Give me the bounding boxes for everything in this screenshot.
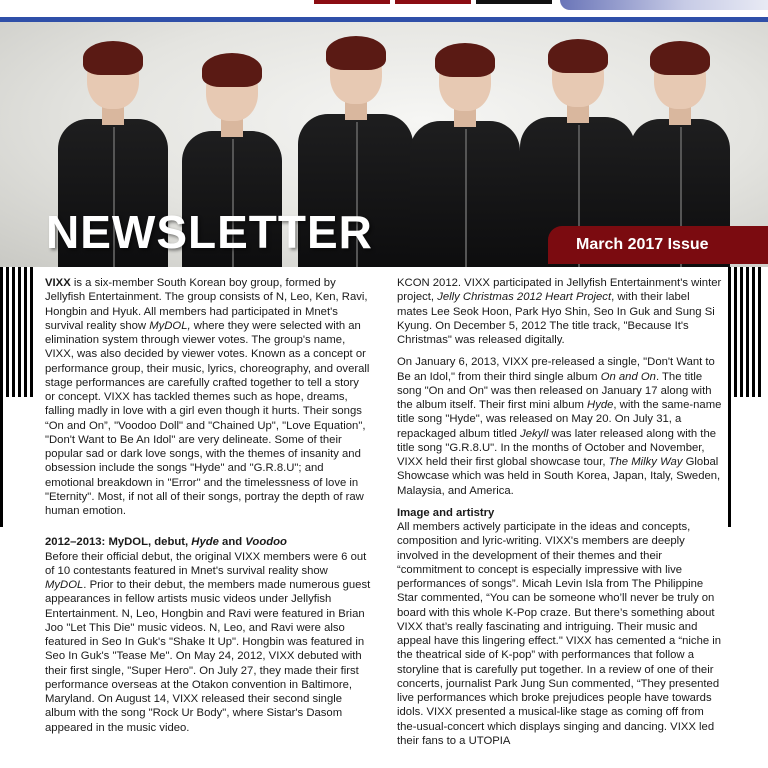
intro-show-name: MyDOL, [149,319,191,332]
right-stripes-decoration [728,267,768,397]
intro-text: is a six-member South Korean boy group, formed by Jellyfish Entertainment. The group consists of N, Leo, Ken, Ravi, Hongbin and Hyuk. All members had participated in Mnet's survival reality show [45,277,368,332]
intro-lead: VIXX [45,277,71,289]
section-heading-artistry: Image and artistry [397,506,495,519]
kcon-paragraph: KCON 2012. VIXX participated in Jellyfish Entertainment's winter project, Jelly Christmas 2012 Heart Project, with their label mates Lee Seok Hoon, Park Hyo Shin, Seo In Guk and Sung Si Kyung. On December 5, 2012 The title track, "Because It's Christmas" was released digitally. [397,277,722,346]
member-figure [410,49,520,267]
issue-label: March 2017 Issue [576,236,709,253]
top-tab-4 [560,0,768,10]
article-column-left [45,276,371,743]
debut-paragraph: Before their official debut, the original VIXX members were 6 out of 10 contestants featured in Mnet's survival reality show MyDOL. Prior to their debut, the members made numerous guest appearances in fellow artists music videos under Jellyfish Entertainment. N, Leo, Hongbin and Ravi were featured in Brian Joo "Let This Die" music videos. N, Leo, and Ravi were also featured in Seo In Guk's "Shake It Up". Hongbin was featured in Seo In Guk's "Tease Me". On May 24, 2012, VIXX debuted with their first single, "Super Hero". On July 27, they made their first performance overseas at the Otakon convention in Baltimore, Maryland. On August 14, VIXX released their second single album with the song "Rock Ur Body", where Sistar's Dasom appeared in the music video. [45,550,371,734]
top-tab-3 [476,0,552,4]
left-stripes-decoration [0,267,40,397]
albums-paragraph: On January 6, 2013, VIXX pre-released a single, "Don't Want to Be an Idol," from their third single album On and On. The title song "On and On" was then released on January 17 along with the album itself. Their first mini album Hyde, with the same-name title song "Hyde", was released on May 20. On July 31, a repackaged album titled Jekyll was later released along with the title song "G.R.8.U". In the months of October and November, VIXX held their first global showcase tour, The Milky Way Global Showcase which was held in South Korea, Japan, Italy, Sweden, Malaysia, and America. [397,356,722,497]
artistry-paragraph: All members actively participate in the ideas and concepts, composition and lyric-writing. VIXX's members are deeply involved in the development of their themes and their “commitment to concept is especially impressive with live performances of songs”. Micah Levin Isla from The Philippine Star commented, “You can be someone who’ll never be truly on board with this whole K-Pop craze. But there’s something about VIXX that’s really fascinating and intriguing. Their music and appeal have this lingering effect." VIXX has cemented a “niche in the theatrical side of K-pop” with performances that follow a storyline that is carefully put together. In a review of one of their concerts, journalist Park Jung Sun commented, “They presented live performances which broke prejudices people have towards idols. VIXX presented a musical-like stage as coming off from the-usual-concert which displays singing and dancing. VIXX led their fans to a UTOPIA [397,521,722,747]
article-column-right [397,276,723,756]
section-heading-debut: 2012–2013: MyDOL, debut, Hyde and Voodoo [45,536,287,549]
intro-text-2: where they were selected with an elimination system through viewer votes. The group's name, VIXX, was also decided by viewer votes. Known as a concept or performance group, their music, lyrics, choreography, and overall stage performances are carefully crafted together to tell a story or concept. VIXX has tackled themes such as hope, dreams, falling madly in love with a girl even though it hurts. Their songs “On and On”, "Voodoo Doll" and "Chained Up", "Love Equation", "Don't Want to Be An Idol" are very delineate. Some of their popular sad or dark love songs, with the themes of insanity and obsession include the songs "Hyde" and "G.R.8.U"; and emotional breakdown in "Error" and the timelessness of love in "Eternity". Most, if not all of their songs, portray the depth of raw human emotion. [45,319,370,517]
intro-paragraph [45,276,371,518]
newsletter-title: NEWSLETTER [46,206,373,258]
top-tab-2 [395,0,471,4]
top-tab-1 [314,0,390,4]
